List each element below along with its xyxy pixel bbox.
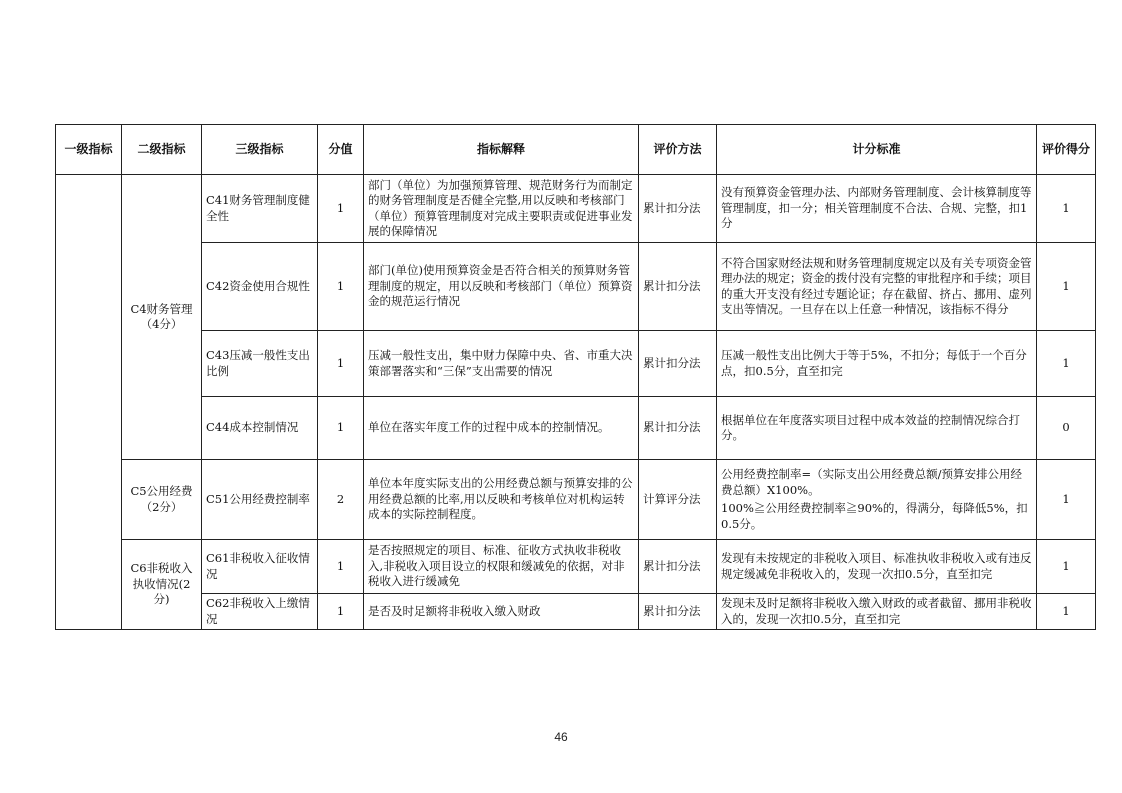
level3-cell: C44成本控制情况 xyxy=(202,397,318,460)
level2-cell: C6非税收入执收情况(2分) xyxy=(122,540,202,630)
result-cell: 1 xyxy=(1037,594,1096,630)
method-cell: 累计扣分法 xyxy=(639,331,717,397)
level3-cell: C51公用经费控制率 xyxy=(202,460,318,540)
header-level1: 一级指标 xyxy=(56,125,122,175)
score-cell: 2 xyxy=(318,460,364,540)
score-cell: 1 xyxy=(318,243,364,331)
score-cell: 1 xyxy=(318,540,364,594)
header-row xyxy=(56,125,1096,175)
table-row xyxy=(56,460,1096,540)
score-cell: 1 xyxy=(318,397,364,460)
header-score: 分值 xyxy=(318,125,364,175)
explanation-cell: 压减一般性支出，集中财力保障中央、省、市重大决策部署落实和“三保”支出需要的情况 xyxy=(364,331,639,397)
result-cell: 1 xyxy=(1037,460,1096,540)
score-cell: 1 xyxy=(318,331,364,397)
table-row xyxy=(56,243,1096,331)
standard-rule: 100%≧公用经费控制率≧90%的，得满分，每降低5%，扣0.5分。 xyxy=(721,501,1028,531)
explanation-cell: 部门（单位）为加强预算管理、规范财务行为而制定的财务管理制度是否健全完整,用以反映和考核部门（单位）预算管理制度对完成主要职责或促进事业发展的保障情况 xyxy=(364,175,639,243)
explanation-cell: 是否及时足额将非税收入缴入财政 xyxy=(364,594,639,630)
method-cell: 累计扣分法 xyxy=(639,397,717,460)
score-cell: 1 xyxy=(318,594,364,630)
standard-cell xyxy=(717,460,1037,540)
standard-cell: 根据单位在年度落实项目过程中成本效益的控制情况综合打分。 xyxy=(717,397,1037,460)
result-cell: 0 xyxy=(1037,397,1096,460)
table-row xyxy=(56,594,1096,630)
standard-cell: 不符合国家财经法规和财务管理制度规定以及有关专项资金管理办法的规定；资金的拨付没有完整的审批程序和手续；项目的重大开支没有经过专题论证；存在截留、挤占、挪用、虚列支出等情况。一旦存在以上任意一种情况，该指标不得分 xyxy=(717,243,1037,331)
score-cell: 1 xyxy=(318,175,364,243)
level3-cell: C62非税收入上缴情况 xyxy=(202,594,318,630)
standard-cell: 没有预算资金管理办法、内部财务管理制度、会计核算制度等管理制度，扣一分；相关管理制度不合法、合规、完整，扣1分 xyxy=(717,175,1037,243)
method-cell: 累计扣分法 xyxy=(639,594,717,630)
header-result: 评价得分 xyxy=(1037,125,1096,175)
standard-cell: 压减一般性支出比例大于等于5%，不扣分；每低于一个百分点，扣0.5分，直至扣完 xyxy=(717,331,1037,397)
explanation-cell: 是否按照规定的项目、标准、征收方式执收非税收入,非税收入项目设立的权限和缓减免的依据，对非税收入进行缓减免 xyxy=(364,540,639,594)
result-cell: 1 xyxy=(1037,243,1096,331)
level2-cell: C4财务管理（4分） xyxy=(122,175,202,460)
standard-formula: 公用经费控制率=（实际支出公用经费总额/预算安排公用经费总额）X100%。 xyxy=(721,467,1023,497)
method-cell: 累计扣分法 xyxy=(639,540,717,594)
explanation-cell: 单位在落实年度工作的过程中成本的控制情况。 xyxy=(364,397,639,460)
standard-cell: 发现有未按规定的非税收入项目、标准执收非税收入或有违反规定缓减免非税收入的，发现一次扣0.5分，直至扣完 xyxy=(717,540,1037,594)
method-cell: 累计扣分法 xyxy=(639,175,717,243)
method-cell: 计算评分法 xyxy=(639,460,717,540)
table-row xyxy=(56,397,1096,460)
level2-cell: C5公用经费（2分） xyxy=(122,460,202,540)
header-explanation: 指标解释 xyxy=(364,125,639,175)
header-level2: 二级指标 xyxy=(122,125,202,175)
table-row xyxy=(56,540,1096,594)
explanation-cell: 部门(单位)使用预算资金是否符合相关的预算财务管理制度的规定，用以反映和考核部门（单位）预算资金的规范运行情况 xyxy=(364,243,639,331)
table-row xyxy=(56,331,1096,397)
result-cell: 1 xyxy=(1037,540,1096,594)
level3-cell: C43压减一般性支出比例 xyxy=(202,331,318,397)
standard-cell: 发现未及时足额将非税收入缴入财政的或者截留、挪用非税收入的，发现一次扣0.5分，直至扣完 xyxy=(717,594,1037,630)
level3-cell: C42资金使用合规性 xyxy=(202,243,318,331)
table-row xyxy=(56,175,1096,243)
level3-cell: C61非税收入征收情况 xyxy=(202,540,318,594)
method-cell: 累计扣分法 xyxy=(639,243,717,331)
header-method: 评价方法 xyxy=(639,125,717,175)
level1-cell xyxy=(56,175,122,630)
result-cell: 1 xyxy=(1037,331,1096,397)
header-standard: 计分标准 xyxy=(717,125,1037,175)
evaluation-table xyxy=(55,124,1096,630)
page-number: 46 xyxy=(554,730,568,744)
header-level3: 三级指标 xyxy=(202,125,318,175)
result-cell: 1 xyxy=(1037,175,1096,243)
evaluation-sheet xyxy=(55,124,1095,630)
explanation-cell: 单位本年度实际支出的公用经费总额与预算安排的公用经费总额的比率,用以反映和考核单位对机构运转成本的实际控制程度。 xyxy=(364,460,639,540)
level3-cell: C41财务管理制度健全性 xyxy=(202,175,318,243)
